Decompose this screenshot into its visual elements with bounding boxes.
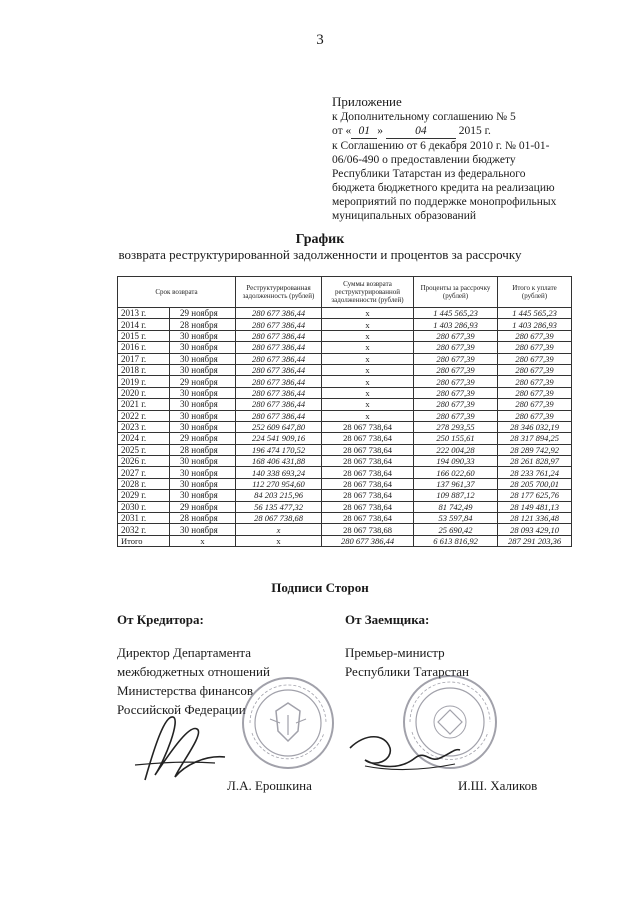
interest-cell: 6 613 816,92 — [414, 535, 498, 546]
date-cell: 29 ноября — [170, 308, 236, 319]
interest-cell: 280 677,39 — [414, 364, 498, 375]
date-cell: 30 ноября — [170, 478, 236, 489]
year-cell: 2029 г. — [118, 490, 170, 501]
return-cell: 28 067 738,68 — [322, 524, 414, 535]
total-cell: 28 317 894,25 — [498, 433, 572, 444]
table-row — [118, 376, 572, 387]
table-row — [118, 467, 572, 478]
total-cell: 28 149 481,13 — [498, 501, 572, 512]
creditor-position: межбюджетных отношений — [117, 664, 270, 679]
date-cell: 30 ноября — [170, 490, 236, 501]
total-cell: 280 677,39 — [498, 330, 572, 341]
return-cell: 280 677 386,44 — [322, 535, 414, 546]
date-cell: 30 ноября — [170, 330, 236, 341]
interest-cell: 81 742,49 — [414, 501, 498, 512]
appendix-line: к Дополнительному соглашению № 5 — [332, 111, 516, 123]
debt-cell: 112 270 954,60 — [236, 478, 322, 489]
year-cell: 2022 г. — [118, 410, 170, 421]
interest-cell: 280 677,39 — [414, 330, 498, 341]
year-cell: 2021 г. — [118, 399, 170, 410]
year-cell: 2014 г. — [118, 319, 170, 330]
table-row — [118, 444, 572, 455]
table-row — [118, 490, 572, 501]
return-cell: х — [322, 330, 414, 341]
year-cell: 2015 г. — [118, 330, 170, 341]
interest-cell: 280 677,39 — [414, 342, 498, 353]
debt-cell: 56 135 477,32 — [236, 501, 322, 512]
column-header: Реструктурированная задолженность (рублей) — [236, 277, 322, 308]
creditor-position: Российской Федерации — [117, 702, 246, 717]
date-cell: 30 ноября — [170, 399, 236, 410]
date-cell: 29 ноября — [170, 433, 236, 444]
debt-cell: 280 677 386,44 — [236, 410, 322, 421]
date-cell: х — [170, 535, 236, 546]
debt-cell: 224 541 909,16 — [236, 433, 322, 444]
interest-cell: 25 690,42 — [414, 524, 498, 535]
repayment-schedule-table — [117, 276, 572, 547]
year-cell: 2027 г. — [118, 467, 170, 478]
return-cell: х — [322, 353, 414, 364]
total-cell: 287 291 203,36 — [498, 535, 572, 546]
return-cell: 28 067 738,64 — [322, 433, 414, 444]
total-cell: 28 093 429,10 — [498, 524, 572, 535]
return-cell: 28 067 738,64 — [322, 490, 414, 501]
interest-cell: 194 090,33 — [414, 456, 498, 467]
interest-cell: 53 597,84 — [414, 513, 498, 524]
total-cell: 1 403 286,93 — [498, 319, 572, 330]
interest-cell: 109 887,12 — [414, 490, 498, 501]
debt-cell: 84 203 215,96 — [236, 490, 322, 501]
total-cell: 28 205 700,01 — [498, 478, 572, 489]
table-row — [118, 399, 572, 410]
table-row — [118, 308, 572, 319]
debt-cell: 140 338 693,24 — [236, 467, 322, 478]
borrower-position: Премьер-министр — [345, 645, 445, 660]
interest-cell: 280 677,39 — [414, 387, 498, 398]
year-cell: 2023 г. — [118, 421, 170, 432]
signatures-heading: Подписи Сторон — [271, 580, 369, 595]
debt-cell: 28 067 738,68 — [236, 513, 322, 524]
year-cell: 2030 г. — [118, 501, 170, 512]
creditor-seal-icon — [240, 675, 336, 771]
return-cell: х — [322, 319, 414, 330]
appendix-line: к Соглашению от 6 декабря 2010 г. № 01-01- — [332, 140, 550, 152]
page-number: 3 — [316, 32, 324, 48]
total-cell: 280 677,39 — [498, 399, 572, 410]
interest-cell: 280 677,39 — [414, 399, 498, 410]
creditor-label: От Кредитора: — [117, 612, 204, 627]
debt-cell: 280 677 386,44 — [236, 308, 322, 319]
year-cell: 2017 г. — [118, 353, 170, 364]
date-cell: 30 ноября — [170, 410, 236, 421]
table-row — [118, 513, 572, 524]
schedule-subtitle: возврата реструктурированной задолженности и процентов за рассрочку — [118, 247, 522, 262]
total-cell: 28 289 742,92 — [498, 444, 572, 455]
table-total-row — [118, 535, 572, 546]
date-cell: 30 ноября — [170, 342, 236, 353]
date-cell: 28 ноября — [170, 513, 236, 524]
debt-cell: 252 609 647,80 — [236, 421, 322, 432]
total-cell: 280 677,39 — [498, 376, 572, 387]
table-row — [118, 410, 572, 421]
date-cell: 30 ноября — [170, 456, 236, 467]
total-cell: 280 677,39 — [498, 342, 572, 353]
date-cell: 28 ноября — [170, 444, 236, 455]
debt-cell: 280 677 386,44 — [236, 387, 322, 398]
interest-cell: 250 155,61 — [414, 433, 498, 444]
year-cell: 2031 г. — [118, 513, 170, 524]
borrower-block — [345, 610, 469, 681]
borrower-signer-name: И.Ш. Халиков — [458, 778, 538, 793]
total-cell: 28 261 828,97 — [498, 456, 572, 467]
table-row — [118, 524, 572, 535]
table-row — [118, 501, 572, 512]
year-cell: 2032 г. — [118, 524, 170, 535]
appendix-date-line — [332, 124, 572, 139]
return-cell: х — [322, 364, 414, 375]
interest-cell: 137 961,37 — [414, 478, 498, 489]
date-mid: » — [377, 125, 383, 137]
date-cell: 30 ноября — [170, 467, 236, 478]
return-cell: 28 067 738,64 — [322, 467, 414, 478]
debt-cell: 280 677 386,44 — [236, 330, 322, 341]
return-cell: х — [322, 410, 414, 421]
interest-cell: 280 677,39 — [414, 410, 498, 421]
year-cell: 2028 г. — [118, 478, 170, 489]
total-label-cell: Итого — [118, 535, 170, 546]
table-header-row — [118, 277, 572, 308]
appendix-line: 06/06-490 о предоставлении бюджету — [332, 154, 516, 166]
year-cell: 2016 г. — [118, 342, 170, 353]
total-cell: 280 677,39 — [498, 410, 572, 421]
return-cell: 28 067 738,64 — [322, 444, 414, 455]
return-cell: 28 067 738,64 — [322, 478, 414, 489]
creditor-position: Директор Департамента — [117, 645, 252, 660]
return-cell: х — [322, 399, 414, 410]
table-body — [118, 308, 572, 547]
debt-cell: 280 677 386,44 — [236, 376, 322, 387]
debt-cell: 280 677 386,44 — [236, 319, 322, 330]
date-cell: 29 ноября — [170, 501, 236, 512]
table-row — [118, 387, 572, 398]
date-prefix: от « — [332, 125, 352, 137]
return-cell: 28 067 738,64 — [322, 456, 414, 467]
borrower-label: От Заемщика: — [345, 612, 430, 627]
total-cell: 28 121 336,48 — [498, 513, 572, 524]
debt-cell: 280 677 386,44 — [236, 342, 322, 353]
total-cell: 280 677,39 — [498, 364, 572, 375]
total-cell: 28 346 032,19 — [498, 421, 572, 432]
date-year: 2015 г. — [458, 125, 491, 137]
date-month: 04 — [386, 124, 456, 139]
table-row — [118, 364, 572, 375]
date-cell: 30 ноября — [170, 364, 236, 375]
appendix-block — [332, 95, 572, 223]
creditor-signature-icon — [125, 705, 235, 785]
return-cell: х — [322, 387, 414, 398]
return-cell: х — [322, 308, 414, 319]
return-cell: 28 067 738,64 — [322, 513, 414, 524]
appendix-line: муниципальных образований — [332, 210, 477, 222]
column-header: Проценты за рассрочку (рублей) — [414, 277, 498, 308]
date-cell: 29 ноября — [170, 376, 236, 387]
date-day: 01 — [351, 124, 377, 139]
borrower-position: Республики Татарстан — [345, 664, 469, 679]
date-cell: 30 ноября — [170, 353, 236, 364]
total-cell: 280 677,39 — [498, 387, 572, 398]
appendix-line: Республики Татарстан из федерального — [332, 168, 526, 180]
date-cell: 30 ноября — [170, 524, 236, 535]
appendix-line: бюджета бюджетного кредита на реализацию — [332, 182, 555, 194]
return-cell: х — [322, 376, 414, 387]
date-cell: 30 ноября — [170, 387, 236, 398]
interest-cell: 280 677,39 — [414, 376, 498, 387]
return-cell: х — [322, 342, 414, 353]
interest-cell: 1 445 565,23 — [414, 308, 498, 319]
column-header: Суммы возврата реструктурированной задолженности (рублей) — [322, 277, 414, 308]
table-row — [118, 421, 572, 432]
total-cell: 280 677,39 — [498, 353, 572, 364]
year-cell: 2025 г. — [118, 444, 170, 455]
column-header: Итого к уплате (рублей) — [498, 277, 572, 308]
debt-cell: 196 474 170,52 — [236, 444, 322, 455]
interest-cell: 1 403 286,93 — [414, 319, 498, 330]
year-cell: 2018 г. — [118, 364, 170, 375]
total-cell: 28 233 761,24 — [498, 467, 572, 478]
table-row — [118, 456, 572, 467]
interest-cell: 166 022,60 — [414, 467, 498, 478]
interest-cell: 278 293,55 — [414, 421, 498, 432]
table-row — [118, 353, 572, 364]
borrower-signature-icon — [345, 728, 465, 778]
year-cell: 2024 г. — [118, 433, 170, 444]
table-row — [118, 330, 572, 341]
interest-cell: 280 677,39 — [414, 353, 498, 364]
creditor-position: Министерства финансов — [117, 683, 254, 698]
table-row — [118, 433, 572, 444]
debt-cell: 280 677 386,44 — [236, 353, 322, 364]
year-cell: 2019 г. — [118, 376, 170, 387]
debt-cell: 280 677 386,44 — [236, 399, 322, 410]
table-row — [118, 478, 572, 489]
return-cell: 28 067 738,64 — [322, 421, 414, 432]
year-cell: 2013 г. — [118, 308, 170, 319]
debt-cell: х — [236, 535, 322, 546]
appendix-heading: Приложение — [332, 94, 402, 109]
debt-cell: х — [236, 524, 322, 535]
interest-cell: 222 004,28 — [414, 444, 498, 455]
total-cell: 28 177 625,76 — [498, 490, 572, 501]
year-cell: 2020 г. — [118, 387, 170, 398]
debt-cell: 280 677 386,44 — [236, 364, 322, 375]
total-cell: 1 445 565,23 — [498, 308, 572, 319]
date-cell: 30 ноября — [170, 421, 236, 432]
schedule-title: График — [295, 232, 345, 247]
year-cell: 2026 г. — [118, 456, 170, 467]
table-row — [118, 319, 572, 330]
return-cell: 28 067 738,64 — [322, 501, 414, 512]
creditor-signer-name: Л.А. Ерошкина — [227, 778, 312, 793]
appendix-line: мероприятий по поддержке монопрофильных — [332, 196, 557, 208]
debt-cell: 168 406 431,88 — [236, 456, 322, 467]
column-header: Срок возврата — [118, 277, 236, 308]
date-cell: 28 ноября — [170, 319, 236, 330]
table-row — [118, 342, 572, 353]
